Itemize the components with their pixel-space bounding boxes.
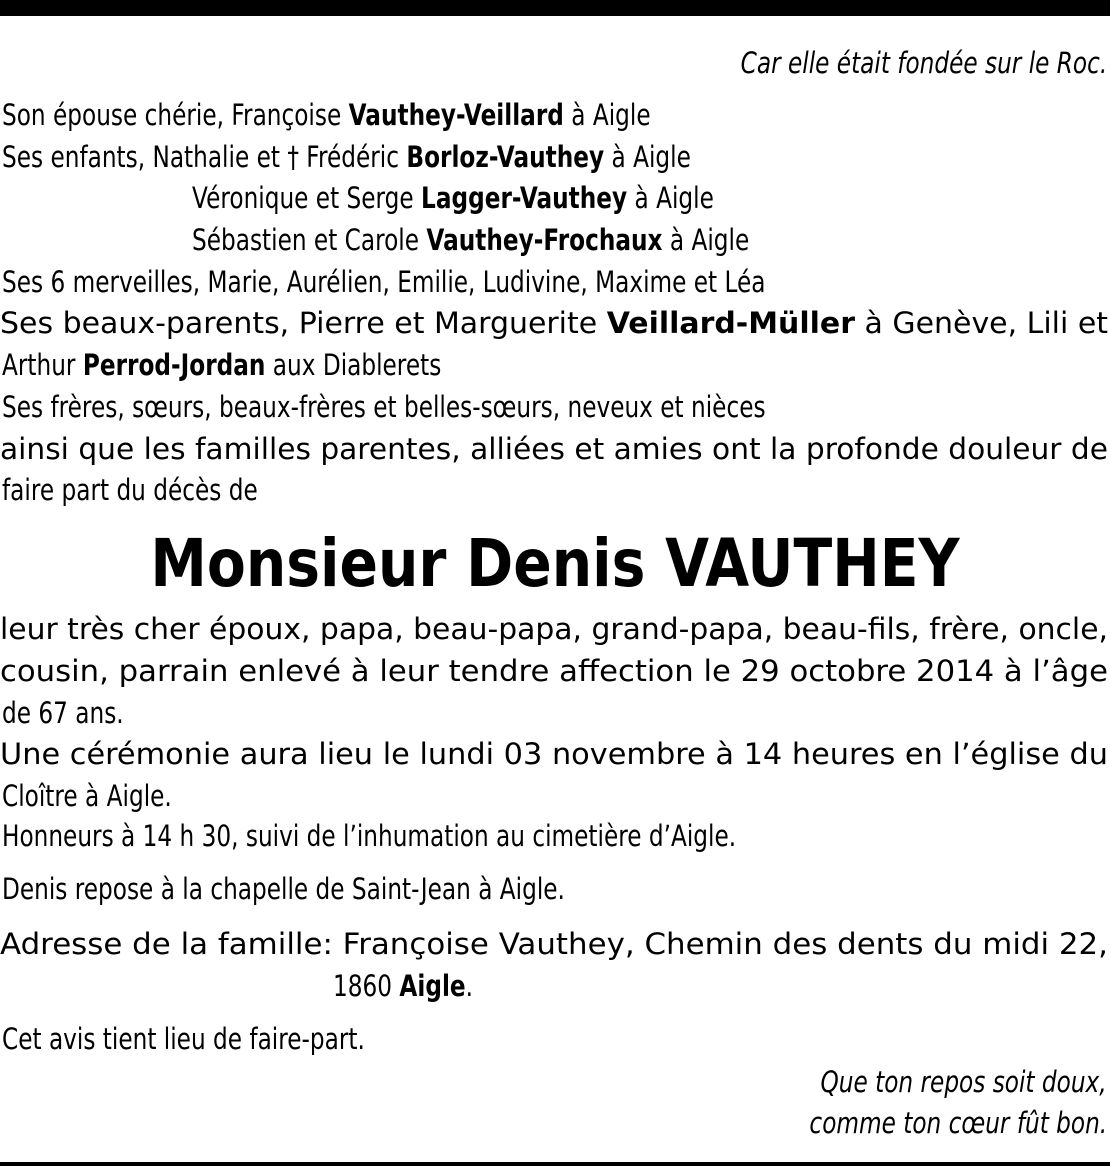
surname: Vauthey-Veillard (348, 98, 564, 132)
ceremony-line-2: Cloître à Aigle. (2, 779, 172, 813)
surname: Vauthey-Frochaux (426, 223, 663, 257)
announce-line-2: faire part du décès de (2, 473, 258, 507)
notice-line: Cet avis tient lieu de faire-part. (2, 1022, 365, 1056)
ceremony-line-1: Une cérémonie aura lieu le lundi 03 novembre à 14 heures en l’église du (0, 737, 1108, 771)
tribute-line-2: cousin, parrain enlevé à leur tendre affection le 29 octobre 2014 à l’âge (0, 654, 1108, 688)
surname: Lagger-Vauthey (421, 181, 628, 215)
tribute-line-3: de 67 ans. (2, 696, 124, 730)
in-laws-line-1: Ses beaux-parents, Pierre et Marguerite Veillard-Müller à Genève, Lili et (0, 306, 1108, 340)
top-rule (0, 0, 1110, 16)
address-line-1: Adresse de la famille: Françoise Vauthey, Chemin des dents du midi 22, (0, 927, 1108, 961)
tribute-line-1: leur très cher époux, papa, beau-papa, grand-papa, beau-fils, frère, oncle, (0, 612, 1108, 646)
surname: Borloz-Vauthey (406, 140, 605, 174)
spouse-line: Son épouse chérie, Françoise Vauthey-Veillard à Aigle (2, 98, 651, 132)
surname: Perrod-Jordan (82, 348, 266, 382)
closing-line-2: comme ton cœur fût bon. (809, 1106, 1107, 1140)
honours-line: Honneurs à 14 h 30, suivi de l’inhumation au cimetière d’Aigle. (2, 819, 737, 853)
grandchildren-line: Ses 6 merveilles, Marie, Aurélien, Emilie, Ludivine, Maxime et Léa (2, 265, 766, 299)
children-line-2: Véronique et Serge Lagger-Vauthey à Aigle (192, 181, 714, 215)
address-line-2: 1860 Aigle. (333, 969, 474, 1003)
closing-line-1: Que ton repos soit doux, (820, 1065, 1107, 1099)
deceased-name: Monsieur Denis VAUTHEY (150, 525, 960, 602)
bottom-rule (0, 1162, 1110, 1166)
children-line-1: Ses enfants, Nathalie et † Frédéric Borloz-Vauthey à Aigle (2, 140, 691, 174)
announce-line-1: ainsi que les familles parentes, alliées et amies ont la profonde douleur de (0, 432, 1108, 466)
siblings-line: Ses frères, sœurs, beaux-frères et belles-sœurs, neveux et nièces (2, 390, 766, 424)
in-laws-line-2: Arthur Perrod-Jordan aux Diablerets (2, 348, 442, 382)
city: Aigle (399, 969, 466, 1003)
rest-line: Denis repose à la chapelle de Saint-Jean à Aigle. (2, 872, 565, 906)
surname: Veillard-Müller (606, 306, 855, 340)
epigraph: Car elle était fondée sur le Roc. (740, 46, 1107, 80)
children-line-3: Sébastien et Carole Vauthey-Frochaux à Aigle (192, 223, 750, 257)
